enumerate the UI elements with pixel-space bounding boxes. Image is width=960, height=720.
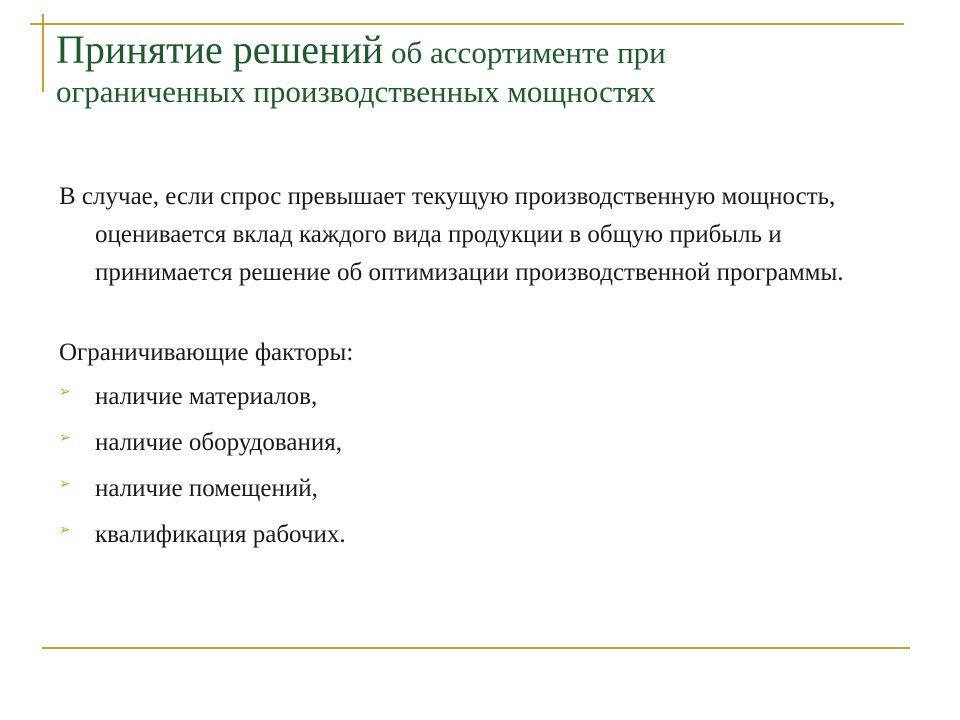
bottom-divider bbox=[42, 647, 910, 649]
list-item bbox=[59, 516, 909, 554]
factor-text: квалификация рабочих. bbox=[95, 521, 346, 548]
slide-title bbox=[56, 27, 936, 109]
title-line-2: ограниченных производственных мощностях bbox=[56, 74, 656, 109]
factors-list bbox=[59, 378, 909, 554]
factors-heading: Ограничивающие факторы: bbox=[59, 339, 354, 366]
arrow-bullet-icon: ➢ bbox=[59, 431, 71, 446]
factor-text: наличие помещений, bbox=[95, 475, 318, 502]
arrow-bullet-icon: ➢ bbox=[59, 477, 71, 492]
intro-paragraph: В случае, если спрос превышает текущую производственную мощность, оценивается вклад каждого вида продукции в общую прибыль и принимается решение об оптимизации производственной программы. bbox=[59, 183, 844, 286]
title-emphasis: Принятие решений bbox=[56, 27, 384, 72]
factor-text: наличие материалов, bbox=[95, 383, 318, 410]
arrow-bullet-icon: ➢ bbox=[59, 385, 71, 400]
list-item bbox=[59, 470, 909, 508]
arrow-bullet-icon: ➢ bbox=[59, 523, 71, 538]
factor-text: наличие оборудования, bbox=[95, 429, 342, 456]
list-item bbox=[59, 378, 909, 416]
title-rest: об ассортименте при bbox=[383, 35, 666, 70]
list-item bbox=[59, 424, 909, 462]
top-divider bbox=[30, 23, 904, 25]
left-divider bbox=[42, 14, 44, 92]
slide-body bbox=[59, 178, 909, 562]
